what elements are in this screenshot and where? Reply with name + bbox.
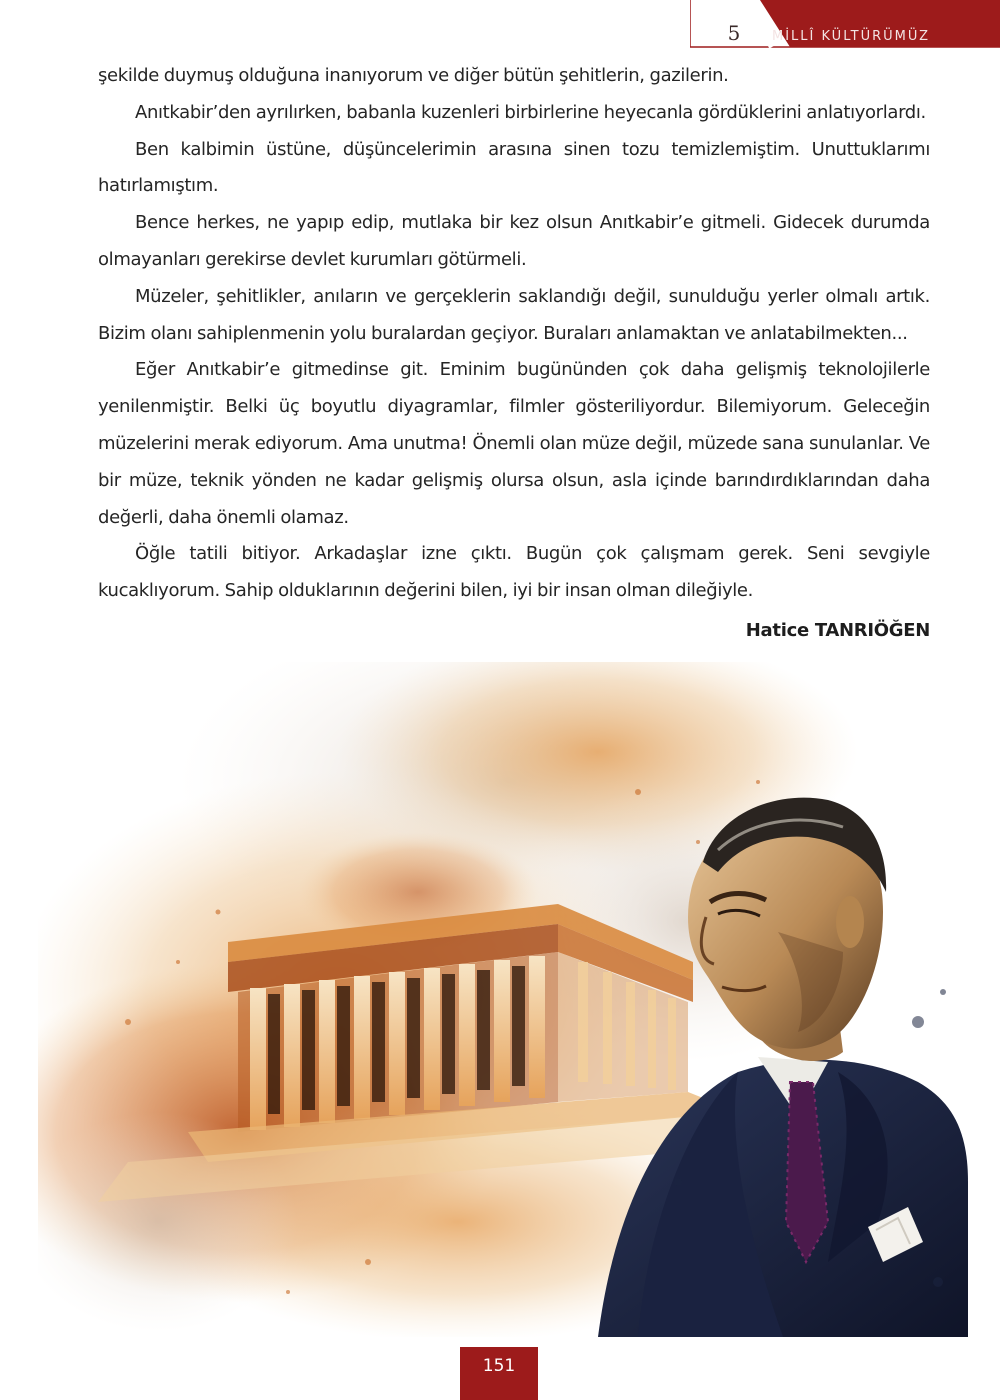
unit-number: 5 xyxy=(727,21,741,45)
paragraph: Bence herkes, ne yapıp edip, mutlaka bir kez olsun Anıtkabir’e gitmeli. Gidecek durumda olmayanları gerekirse devlet kurumları götürmeli. xyxy=(98,212,930,270)
anitkabir-ataturk-artwork xyxy=(38,662,968,1337)
paragraph: şekilde duymuş olduğuna inanıyorum ve diğer bütün şehitlerin, gazilerin. xyxy=(98,65,729,86)
watercolor-illustration xyxy=(38,662,968,1337)
paragraph: Ben kalbimin üstüne, düşüncelerimin arasına sinen tozu temizlemiştim. Unuttuklarımı hatırlamıştım. xyxy=(98,138,930,197)
paragraph: Anıtkabir’den ayrılırken, babanla kuzenleri birbirlerine heyecanla gördüklerini anlatıyorlardı. xyxy=(135,101,926,123)
author-signature: Hatice TANRIÖĞEN xyxy=(745,619,930,641)
paragraph: Öğle tatili bitiyor. Arkadaşlar izne çıktı. Bugün çok çalışmam gerek. Seni sevgiyle kucaklıyorum. Sahip olduklarının değerini bilen, iyi bir insan olman dileğiyle. xyxy=(98,543,930,602)
header-title: MİLLÎ KÜLTÜRÜMÜZ xyxy=(772,29,931,44)
paragraph: Eğer Anıtkabir’e gitmedinse git. Eminim bugününden çok daha gelişmiş teknolojilerle yenilenmiştir. Belki üç boyutlu diyagramlar, filmler gösteriliyordur. Bilemiyorum. Geleceğin müzelerini merak ediyorum. Ama unutma! Önemli olan müze değil, müzede sana sunulanlar. Ve bir müze, teknik yönden ne kadar gelişmiş olursa olsun, asla içinde barındırdıklarından daha değerli, daha önemli olamaz. xyxy=(98,359,930,528)
page-number: 151 xyxy=(482,1356,516,1376)
article-body xyxy=(98,58,930,649)
paragraph: Müzeler, şehitlikler, anıların ve gerçeklerin saklandığı değil, sunulduğu yerler olmalı artık. Bizim olanı sahiplenmenin yolu buralardan geçiyor. Buraları anlamaktan ve anlatabilmekten... xyxy=(98,285,930,344)
